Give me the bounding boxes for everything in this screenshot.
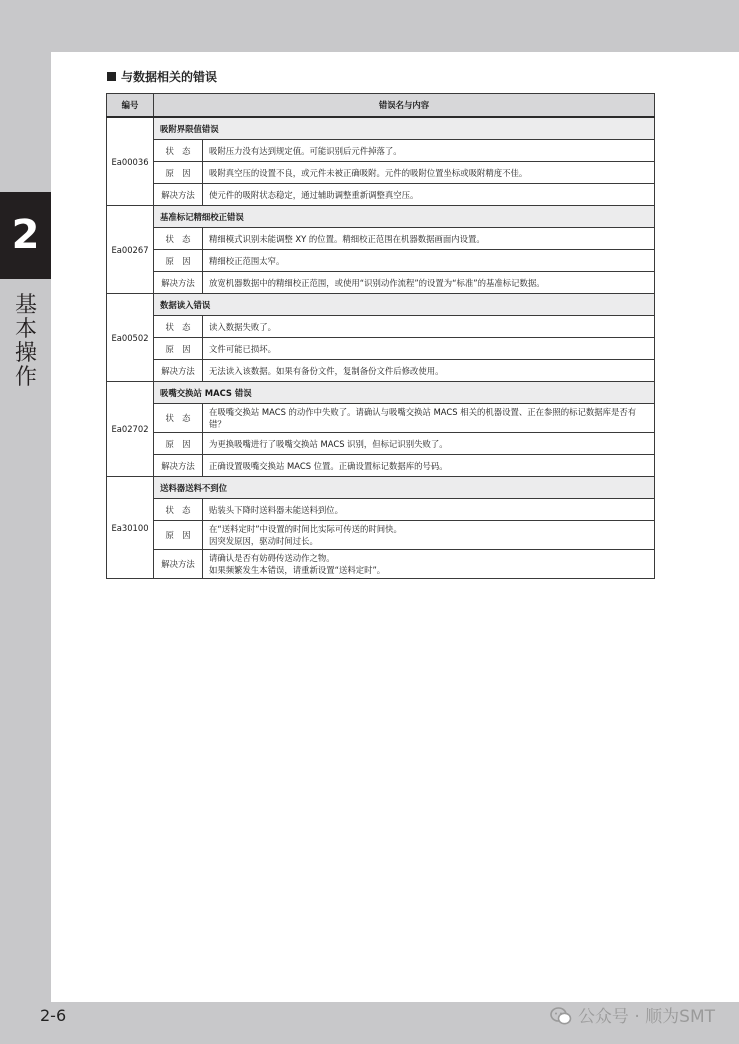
error-code: Ea30100 — [107, 477, 154, 579]
detail-label: 解决方法 — [154, 550, 203, 579]
error-code: Ea00502 — [107, 294, 154, 382]
error-detail-row — [107, 404, 655, 433]
detail-label: 状 态 — [154, 404, 203, 433]
error-name-row — [107, 117, 655, 140]
detail-label: 原 因 — [154, 433, 203, 455]
chapter-title-char: 作 — [14, 365, 37, 390]
detail-label: 原 因 — [154, 162, 203, 184]
detail-label: 状 态 — [154, 140, 203, 162]
detail-label: 状 态 — [154, 228, 203, 250]
error-table — [106, 93, 655, 579]
detail-text: 放宽机器数据中的精细校正范围，或使用“识别动作流程”的设置为“标准”的基准标记数据。 — [203, 272, 655, 294]
error-name: 数据读入错误 — [154, 294, 655, 316]
detail-text-line: 在“送料定时”中设置的时间比实际可传送的时间快。 — [209, 524, 402, 534]
error-table-body — [107, 117, 655, 579]
error-detail-row — [107, 228, 655, 250]
error-name-row — [107, 294, 655, 316]
column-header-code: 编号 — [107, 94, 154, 118]
detail-text-line: 因突发原因，驱动时间过长。 — [209, 536, 318, 546]
detail-text-line: 请确认是否有妨碍传送动作之物。 — [209, 553, 335, 563]
error-detail-row — [107, 316, 655, 338]
detail-label: 解决方法 — [154, 455, 203, 477]
detail-text: 正确设置吸嘴交换站 MACS 位置。正确设置标记数据库的号码。 — [203, 455, 655, 477]
error-name: 吸嘴交换站 MACS 错误 — [154, 382, 655, 404]
error-detail-row — [107, 140, 655, 162]
error-detail-row — [107, 499, 655, 521]
detail-label: 状 态 — [154, 316, 203, 338]
error-detail-row — [107, 272, 655, 294]
chapter-tab: 2 — [0, 192, 51, 279]
error-name: 基准标记精细校正错误 — [154, 206, 655, 228]
error-code: Ea00036 — [107, 117, 154, 206]
table-header-row — [107, 94, 655, 118]
detail-label: 原 因 — [154, 250, 203, 272]
detail-text: 使元件的吸附状态稳定，通过辅助调整重新调整真空压。 — [203, 184, 655, 206]
detail-label: 解决方法 — [154, 184, 203, 206]
error-detail-row — [107, 162, 655, 184]
detail-text: 读入数据失败了。 — [203, 316, 655, 338]
page-number: 2-6 — [40, 1006, 67, 1025]
error-name: 吸附界限值错误 — [154, 117, 655, 140]
wechat-icon — [550, 1007, 572, 1025]
column-header-content: 错误名与内容 — [154, 94, 655, 118]
detail-text: 吸附压力没有达到规定值。可能识别后元件掉落了。 — [203, 140, 655, 162]
error-code: Ea02702 — [107, 382, 154, 477]
detail-text: 精细校正范围太窄。 — [203, 250, 655, 272]
detail-text-line: 如果频繁发生本错误，请重新设置“送料定时”。 — [209, 565, 386, 575]
detail-label: 原 因 — [154, 338, 203, 360]
top-margin-band — [0, 0, 739, 52]
chapter-title-char: 操 — [14, 341, 37, 366]
error-code: Ea00267 — [107, 206, 154, 294]
detail-text: 在吸嘴交换站 MACS 的动作中失败了。请确认与吸嘴交换站 MACS 相关的机器设置、正在参照的标记数据库是否有错？ — [203, 404, 655, 433]
detail-text: 文件可能已损坏。 — [203, 338, 655, 360]
error-detail-row — [107, 360, 655, 382]
error-detail-row — [107, 250, 655, 272]
detail-text: 无法读入该数据。如果有备份文件，复制备份文件后修改使用。 — [203, 360, 655, 382]
detail-label: 原 因 — [154, 521, 203, 550]
detail-text: 为更换吸嘴进行了吸嘴交换站 MACS 识别，但标记识别失败了。 — [203, 433, 655, 455]
detail-label: 解决方法 — [154, 360, 203, 382]
detail-text: 吸附真空压的设置不良，或元件未被正确吸附。元件的吸附位置坐标或吸附精度不佳。 — [203, 162, 655, 184]
watermark-text: 公众号 · 顺为SMT — [577, 1007, 715, 1027]
section-heading — [107, 68, 217, 85]
detail-label: 状 态 — [154, 499, 203, 521]
error-detail-row — [107, 338, 655, 360]
error-name-row — [107, 477, 655, 499]
detail-label: 解决方法 — [154, 272, 203, 294]
watermark — [550, 1002, 715, 1027]
error-detail-row — [107, 550, 655, 579]
detail-text: 精细模式识别未能调整 XY 的位置。精细校正范围在机器数据画面内设置。 — [203, 228, 655, 250]
chapter-title — [13, 294, 39, 390]
section-title-text: 与数据相关的错误 — [121, 70, 218, 84]
error-name: 送料器送料不到位 — [154, 477, 655, 499]
error-name-row — [107, 206, 655, 228]
detail-text — [203, 521, 655, 550]
error-detail-row — [107, 433, 655, 455]
error-detail-row — [107, 184, 655, 206]
square-bullet-icon — [107, 72, 116, 81]
error-detail-row — [107, 521, 655, 550]
chapter-title-char: 基 — [14, 293, 37, 318]
detail-text — [203, 550, 655, 579]
error-name-row — [107, 382, 655, 404]
chapter-title-char: 本 — [14, 317, 37, 342]
detail-text: 贴装头下降时送料器未能送料到位。 — [203, 499, 655, 521]
error-detail-row — [107, 455, 655, 477]
